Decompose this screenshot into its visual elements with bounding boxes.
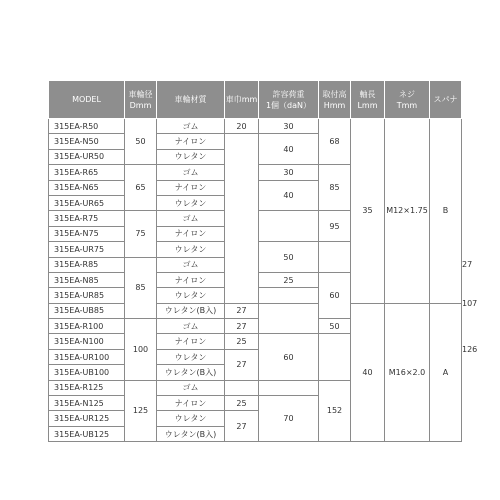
- table-cell: 85: [319, 165, 351, 211]
- table-cell: ナイロン: [157, 396, 225, 411]
- table-cell: [259, 380, 319, 395]
- header-line: 取付高: [322, 89, 347, 99]
- model-cell: 315EA-N50: [49, 134, 125, 149]
- header-line: 車輪材質: [174, 95, 207, 104]
- table-cell: 40: [259, 134, 319, 165]
- table-cell: ゴム: [157, 380, 225, 395]
- header-line: ネジ: [399, 89, 415, 99]
- table-cell: ナイロン: [157, 180, 225, 195]
- table-row: [49, 119, 462, 134]
- model-cell: 315EA-R125: [49, 380, 125, 395]
- table-cell: 50: [319, 319, 351, 334]
- header-row: [49, 81, 462, 119]
- table-cell: ゴム: [157, 165, 225, 180]
- model-cell: 315EA-UR50: [49, 149, 125, 164]
- model-cell: 315EA-UR125: [49, 411, 125, 426]
- model-cell: 315EA-UR75: [49, 242, 125, 257]
- table-cell: ウレタン: [157, 242, 225, 257]
- header-wheel-material: [157, 81, 225, 119]
- table-cell: ナイロン: [157, 134, 225, 149]
- header-line: 軸長: [359, 89, 376, 99]
- header-allowable-load: [259, 81, 319, 119]
- table-cell: 40: [259, 180, 319, 211]
- model-cell: 315EA-UR65: [49, 195, 125, 210]
- table-cell: 27: [225, 319, 259, 334]
- table-cell: ウレタン(B入): [157, 303, 225, 318]
- header-thread: [385, 81, 430, 119]
- table-cell: 70: [259, 396, 319, 442]
- model-cell: 315EA-N65: [49, 180, 125, 195]
- table-cell: M12×1.75: [385, 119, 430, 304]
- table-cell: 152: [319, 380, 351, 442]
- table-row: 315EA-R100 100 ゴム 27 50 126: [49, 319, 462, 334]
- model-cell: 315EA-R65: [49, 165, 125, 180]
- header-wheel-diameter: [125, 81, 157, 119]
- header-line: MODEL: [72, 95, 101, 104]
- table-cell: B: [430, 119, 462, 304]
- header-axle-length: [351, 81, 385, 119]
- table-cell: 68: [319, 119, 351, 165]
- model-cell: 315EA-R75: [49, 211, 125, 226]
- table-cell: [225, 380, 259, 395]
- table-cell: 100: [125, 319, 157, 381]
- table-cell: ゴム: [157, 257, 225, 272]
- model-cell: 315EA-UB100: [49, 365, 125, 380]
- header-spanner: [430, 81, 462, 119]
- table-cell: 50: [125, 119, 157, 165]
- model-cell: 315EA-UB85: [49, 303, 125, 318]
- table-cell: 35: [351, 119, 385, 304]
- model-cell: 315EA-UR100: [49, 349, 125, 364]
- header-line: Hmm: [323, 100, 346, 110]
- table-cell: 27: [225, 411, 259, 442]
- table-cell: ウレタン(B入): [157, 365, 225, 380]
- header-line: 車巾mm: [225, 95, 258, 104]
- header-line: 車輪径: [128, 89, 153, 99]
- header-mounting-height: [319, 81, 351, 119]
- table-row: [49, 303, 462, 318]
- table-header: [49, 81, 462, 119]
- model-cell: 315EA-R85: [49, 257, 125, 272]
- model-cell: 315EA-N125: [49, 396, 125, 411]
- table-cell: A: [430, 303, 462, 442]
- table-cell: 27: [225, 303, 259, 318]
- table-cell: ウレタン: [157, 349, 225, 364]
- table-cell: 30: [259, 119, 319, 134]
- table-cell: ウレタン: [157, 149, 225, 164]
- table-cell: ウレタン: [157, 195, 225, 210]
- table-cell: 95: [319, 211, 351, 242]
- spec-table: [48, 80, 478, 442]
- table-cell: ナイロン: [157, 334, 225, 349]
- table-cell: 27: [225, 349, 259, 380]
- table-cell: ウレタン: [157, 411, 225, 426]
- table-cell: 65: [125, 165, 157, 211]
- model-cell: 315EA-N85: [49, 272, 125, 287]
- header-line: Lmm: [357, 100, 378, 110]
- table-cell: ウレタン(B入): [157, 426, 225, 441]
- table-cell: ウレタン: [157, 288, 225, 303]
- table-cell: 85: [125, 257, 157, 319]
- model-cell: 315EA-UB125: [49, 426, 125, 441]
- model-cell: 315EA-UR85: [49, 288, 125, 303]
- table-cell: 40: [351, 303, 385, 442]
- table-cell: ゴム: [157, 211, 225, 226]
- table-cell: 60: [259, 334, 319, 380]
- header-line: 許容荷重: [272, 89, 305, 99]
- table-cell: 25: [259, 272, 319, 287]
- header-line: 1個（daN）: [265, 100, 312, 110]
- table-cell: 25: [225, 334, 259, 349]
- table-body: [49, 119, 478, 442]
- header-line: スパナ: [433, 95, 458, 104]
- model-cell: 315EA-N100: [49, 334, 125, 349]
- table-cell: 60: [319, 272, 351, 318]
- header-line: Tmm: [396, 100, 418, 110]
- header-line: Dmm: [129, 100, 152, 110]
- table-cell: 20: [225, 119, 259, 134]
- model-cell: 315EA-N75: [49, 226, 125, 241]
- table-cell: 30: [259, 165, 319, 180]
- table-cell: [259, 211, 319, 242]
- table-row: 315EA-R85 85 ゴム 27: [49, 257, 462, 272]
- header-wheel-width: [225, 81, 259, 119]
- table-cell: 125: [125, 380, 157, 442]
- table-cell: ゴム: [157, 119, 225, 134]
- table-cell: [225, 134, 259, 303]
- table-row: 315EA-N85 ナイロン 25 60 107: [49, 272, 462, 287]
- table-cell: [319, 242, 351, 273]
- model-cell: 315EA-R100: [49, 319, 125, 334]
- model-cell: 315EA-R50: [49, 119, 125, 134]
- table-cell: [259, 303, 319, 334]
- header-model: [49, 81, 125, 119]
- table-cell: ナイロン: [157, 226, 225, 241]
- table-cell: 25: [225, 396, 259, 411]
- table-cell: M16×2.0: [385, 303, 430, 442]
- table-cell: 50: [259, 242, 319, 273]
- table-cell: ナイロン: [157, 272, 225, 287]
- table-cell: 75: [125, 211, 157, 257]
- table-cell: ゴム: [157, 319, 225, 334]
